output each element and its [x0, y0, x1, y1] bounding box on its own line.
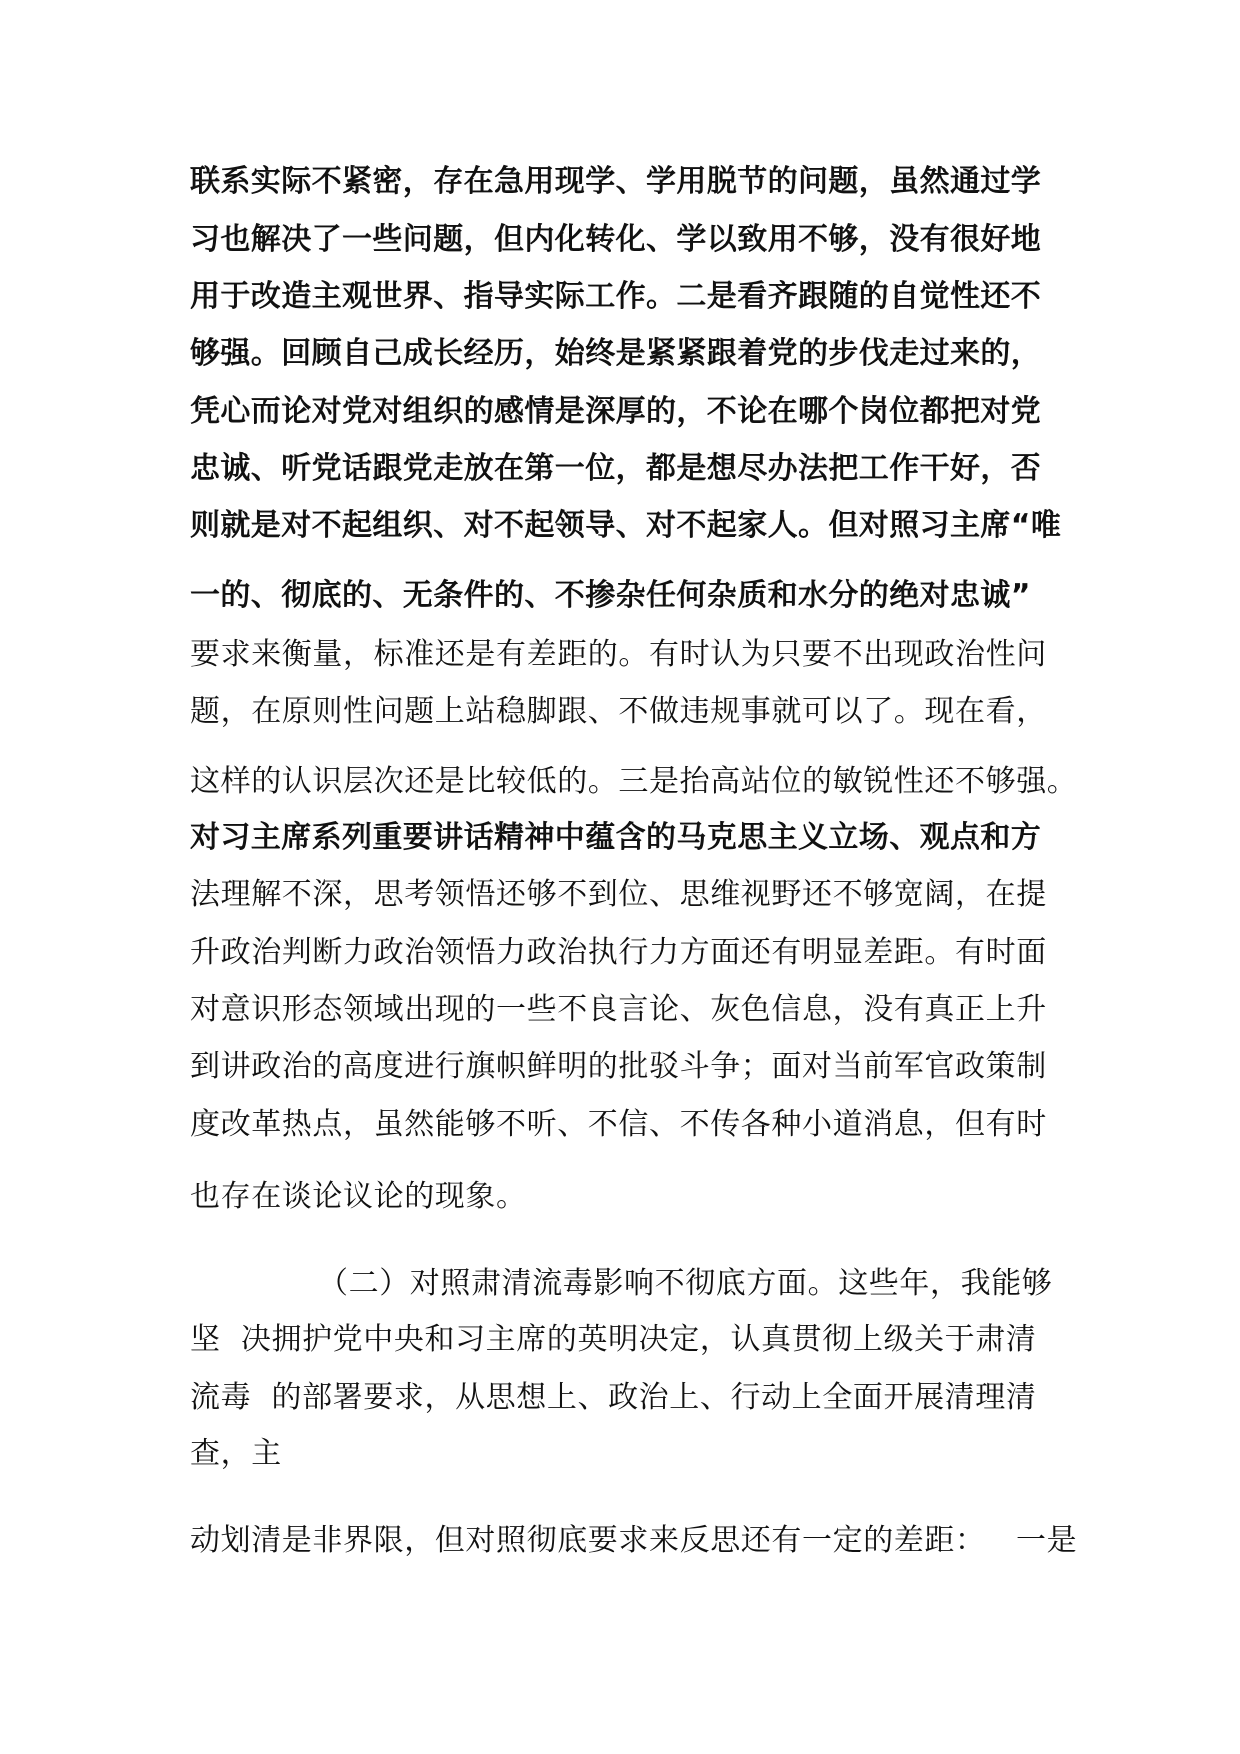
- text-line-13: 法理解不深，思考领悟还够不到位、思维视野还不够宽阔，在提: [190, 877, 1047, 912]
- text-line-20: 坚 决拥护党中央和习主席的英明决定，认真贯彻上级关于肃清: [190, 1322, 1037, 1357]
- section-heading-line: （二）对照肃清流毒影响不彻底方面。这些年，我能够: [318, 1266, 1053, 1301]
- text-line-6: 忠诚、听党话跟党走放在第一位，都是想尽办法把工作干好，否: [190, 451, 1042, 486]
- text-line-15: 对意识形态领域出现的一些不良言论、灰色信息，没有真正上升: [190, 992, 1047, 1027]
- text-line-17: 度改革热点，虽然能够不听、不信、不传各种小道消息，但有时: [190, 1107, 1047, 1142]
- text-line-16: 到讲政治的高度进行旗帜鲜明的批驳斗争；面对当前军官政策制: [190, 1049, 1047, 1084]
- text-line-8: 一的、彻底的、无条件的、不掺杂任何杂质和水分的绝对忠诚”: [190, 578, 1031, 613]
- text-line-5: 凭心而论对党对组织的感情是深厚的，不论在哪个岗位都把对党: [190, 394, 1042, 429]
- text-line-14: 升政治判断力政治领悟力政治执行力方面还有明显差距。有时面: [190, 935, 1047, 970]
- text-line-1: 联系实际不紧密，存在急用现学、学用脱节的问题，虽然通过学: [190, 164, 1042, 199]
- text-line-12: 对习主席系列重要讲话精神中蕴含的马克思主义立场、观点和方: [190, 820, 1042, 855]
- text-line-21: 流毒 的部署要求，从思想上、政治上、行动上全面开展清理清: [190, 1380, 1037, 1415]
- text-line-23: 动划清是非界限，但对照彻底要求来反思还有一定的差距： 一是: [190, 1523, 1078, 1558]
- text-line-2: 习也解决了一些问题，但内化转化、学以致用不够，没有很好地: [190, 222, 1042, 257]
- text-line-18: 也存在谈论议论的现象。: [190, 1179, 527, 1214]
- text-line-9: 要求来衡量，标准还是有差距的。有时认为只要不出现政治性问: [190, 637, 1047, 672]
- text-line-7: 则就是对不起组织、对不起领导、对不起家人。但对照习主席“唯: [190, 508, 1062, 543]
- text-line-22: 查，主: [190, 1436, 282, 1471]
- text-line-11: 这样的认识层次还是比较低的。三是抬高站位的敏锐性还不够强。: [190, 764, 1078, 799]
- text-line-4: 够强。回顾自己成长经历，始终是紧紧跟着党的步伐走过来的，: [190, 336, 1042, 371]
- text-line-3: 用于改造主观世界、指导实际工作。二是看齐跟随的自觉性还不: [190, 279, 1042, 314]
- text-line-10: 题，在原则性问题上站稳脚跟、不做违规事就可以了。现在看，: [190, 694, 1047, 729]
